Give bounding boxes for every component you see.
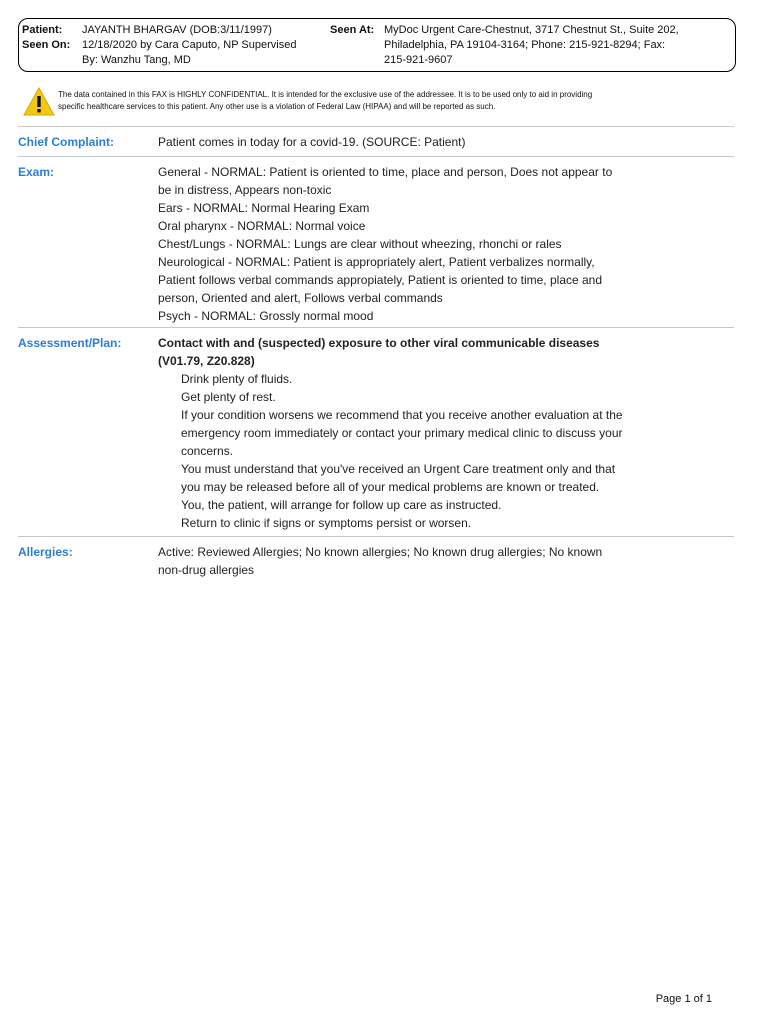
plan-line: Get plenty of rest. xyxy=(181,390,276,404)
exam-line: Chest/Lungs - NORMAL: Lungs are clear without wheezing, rhonchi or rales xyxy=(158,237,562,251)
diagnosis-line-1: Contact with and (suspected) exposure to other viral communicable diseases xyxy=(158,336,600,350)
exam-line: person, Oriented and alert, Follows verbal commands xyxy=(158,291,443,305)
exam-line: Oral pharynx - NORMAL: Normal voice xyxy=(158,219,366,233)
assessment-label: Assessment/Plan: xyxy=(18,336,122,350)
page-number: Page 1 of 1 xyxy=(655,993,712,1005)
seen-on-label: Seen On: xyxy=(22,39,71,51)
notice-line-2: specific healthcare services to this patient. Any other use is a violation of Federal Law (HIPAA) and will be reported as such. xyxy=(58,102,496,111)
assessment-section xyxy=(18,327,734,536)
plan-line: concerns. xyxy=(181,444,234,458)
clinic-info xyxy=(330,23,730,68)
plan-line: If your condition worsens we recommend that you receive another evaluation at the xyxy=(181,408,623,422)
seen-at-line-3: 215-921-9607 xyxy=(384,54,453,66)
exam-line: General - NORMAL: Patient is oriented to time, place and person, Does not appear to xyxy=(158,165,613,179)
plan-line: Drink plenty of fluids. xyxy=(181,372,293,386)
seen-at-line-2: Philadelphia, PA 19104-3164; Phone: 215-921-8294; Fax: xyxy=(384,39,666,51)
allergies-label: Allergies: xyxy=(18,545,73,559)
warning-icon xyxy=(22,86,56,118)
exam-line: Psych - NORMAL: Grossly normal mood xyxy=(158,309,374,323)
patient-value: JAYANTH BHARGAV (DOB:3/11/1997) xyxy=(82,24,272,36)
allergies-line: non-drug allergies xyxy=(158,563,255,577)
patient-header xyxy=(18,18,736,72)
chief-complaint-label: Chief Complaint: xyxy=(18,135,114,149)
allergies-section xyxy=(18,536,734,587)
patient-info xyxy=(22,23,332,68)
plan-line: you may be released before all of your medical problems are known or treated. xyxy=(181,480,600,494)
chief-complaint-section xyxy=(18,126,734,157)
notice-line-1: The data contained in this FAX is HIGHLY CONFIDENTIAL. It is intended for the exclusive use of the addressee. It is to be used only to aid in providing xyxy=(58,90,593,99)
plan-line: Return to clinic if signs or symptoms persist or worsen. xyxy=(181,516,472,530)
plan-line: You must understand that you've received an Urgent Care treatment only and that xyxy=(181,462,616,476)
exam-line: Neurological - NORMAL: Patient is appropriately alert, Patient verbalizes normally, xyxy=(158,255,595,269)
exam-label: Exam: xyxy=(18,165,55,179)
plan-line: emergency room immediately or contact your primary medical clinic to discuss your xyxy=(181,426,623,440)
exam-line: Ears - NORMAL: Normal Hearing Exam xyxy=(158,201,370,215)
seen-at-label: Seen At: xyxy=(330,24,375,36)
exam-section xyxy=(18,156,734,327)
seen-on-value: 12/18/2020 by Cara Caputo, NP Supervised xyxy=(82,39,297,51)
seen-at-line-1: MyDoc Urgent Care-Chestnut, 3717 Chestnut St., Suite 202, xyxy=(384,24,679,36)
seen-on-supervisor: By: Wanzhu Tang, MD xyxy=(82,54,191,66)
confidentiality-notice xyxy=(22,84,722,120)
exam-line: Patient follows verbal commands appropiately, Patient is oriented to time, place and xyxy=(158,273,603,287)
chief-complaint-text: Patient comes in today for a covid-19. (SOURCE: Patient) xyxy=(158,135,466,149)
exam-line: be in distress, Appears non-toxic xyxy=(158,183,332,197)
allergies-line: Active: Reviewed Allergies; No known allergies; No known drug allergies; No known xyxy=(158,545,603,559)
plan-line: You, the patient, will arrange for follow up care as instructed. xyxy=(181,498,502,512)
patient-label: Patient: xyxy=(22,24,63,36)
diagnosis-line-2: (V01.79, Z20.828) xyxy=(158,354,255,368)
